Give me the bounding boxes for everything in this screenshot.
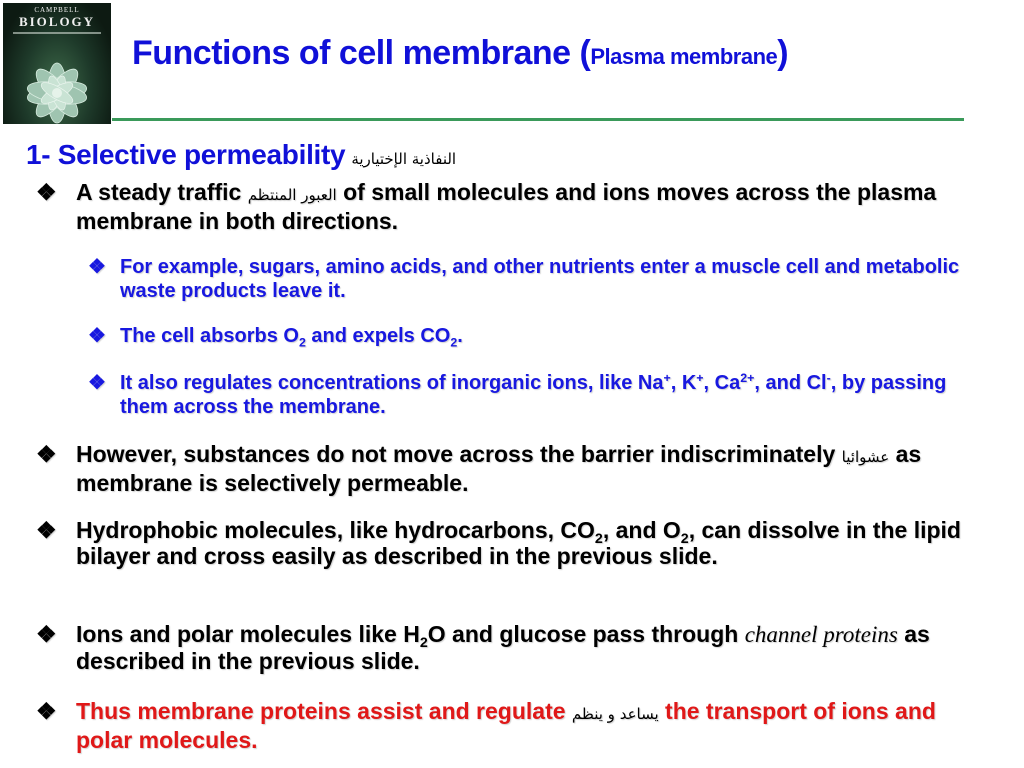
bullet-ions-polar <box>36 621 966 674</box>
succulent-plant-icon <box>3 33 111 124</box>
book-cover-title <box>3 6 111 36</box>
title-divider <box>112 118 964 121</box>
bullet-steady-traffic <box>36 179 966 234</box>
title-close-paren: ) <box>777 34 789 72</box>
section-heading-arabic: النفاذية الإختيارية <box>351 150 457 168</box>
bullet-text: However, substances do not move across the barrier indiscriminately عشوائيا as membrane is selectively permeable. <box>76 441 922 496</box>
diamond-bullet-icon: ❖ <box>88 256 106 278</box>
slide-title <box>132 34 788 73</box>
diamond-bullet-icon: ❖ <box>36 517 57 543</box>
subbullet-example-nutrients <box>88 255 968 303</box>
channel-proteins-term: channel proteins <box>744 622 898 647</box>
bullet-membrane-proteins <box>36 698 966 753</box>
book-cover-image <box>3 3 111 124</box>
arabic-term: العبور المنتظم <box>247 186 337 204</box>
bullet-indiscriminately <box>36 441 966 496</box>
section-heading <box>26 139 456 171</box>
diamond-bullet-icon: ❖ <box>36 441 57 467</box>
section-heading-text: 1- Selective permeability <box>26 139 346 170</box>
bullet-text: Ions and polar molecules like $H_2O$ and glucose pass through channel proteins as described in the previous slide. <box>76 621 930 674</box>
diamond-bullet-icon: ❖ <box>88 325 106 347</box>
diamond-bullet-icon: ❖ <box>36 698 57 724</box>
bullet-text: A steady traffic العبور المنتظم of small molecules and ions moves across the plasma membrane in both directions. <box>76 179 937 234</box>
bullet-hydrophobic <box>36 517 966 569</box>
bullet-text: Hydrophobic molecules, like hydrocarbons, $CO_2$, and $O_2$, can dissolve in the lipid bilayer and cross easily as described in the previous slide. <box>76 517 961 569</box>
subbullet-regulates-ions <box>88 371 968 419</box>
bullet-text: The cell absorbs $O_2$ and expels $CO_2$. <box>120 325 463 350</box>
title-main: Functions of cell membrane ( <box>132 34 591 72</box>
arabic-term: يساعد و ينظم <box>571 705 659 723</box>
bullet-text: It also regulates concentrations of inorganic ions, like Na+, K+, $Ca^{2+}$, and Cl-, by passing them across the membrane. <box>120 371 947 418</box>
book-cover-publisher: CAMPBELL <box>34 6 80 14</box>
title-subtitle: Plasma membrane <box>590 44 778 69</box>
arabic-term: عشوائيا <box>841 448 890 466</box>
diamond-bullet-icon: ❖ <box>36 179 57 205</box>
diamond-bullet-icon: ❖ <box>88 372 106 394</box>
bullet-text: Thus membrane proteins assist and regulate يساعد و ينظم the transport of ions and polar molecules. <box>76 698 936 753</box>
book-cover-subject: BIOLOGY <box>18 14 96 29</box>
bullet-text: For example, sugars, amino acids, and other nutrients enter a muscle cell and metabolic waste products leave it. <box>120 256 960 302</box>
diamond-bullet-icon: ❖ <box>36 621 57 647</box>
subbullet-absorbs-oxygen <box>88 324 968 348</box>
